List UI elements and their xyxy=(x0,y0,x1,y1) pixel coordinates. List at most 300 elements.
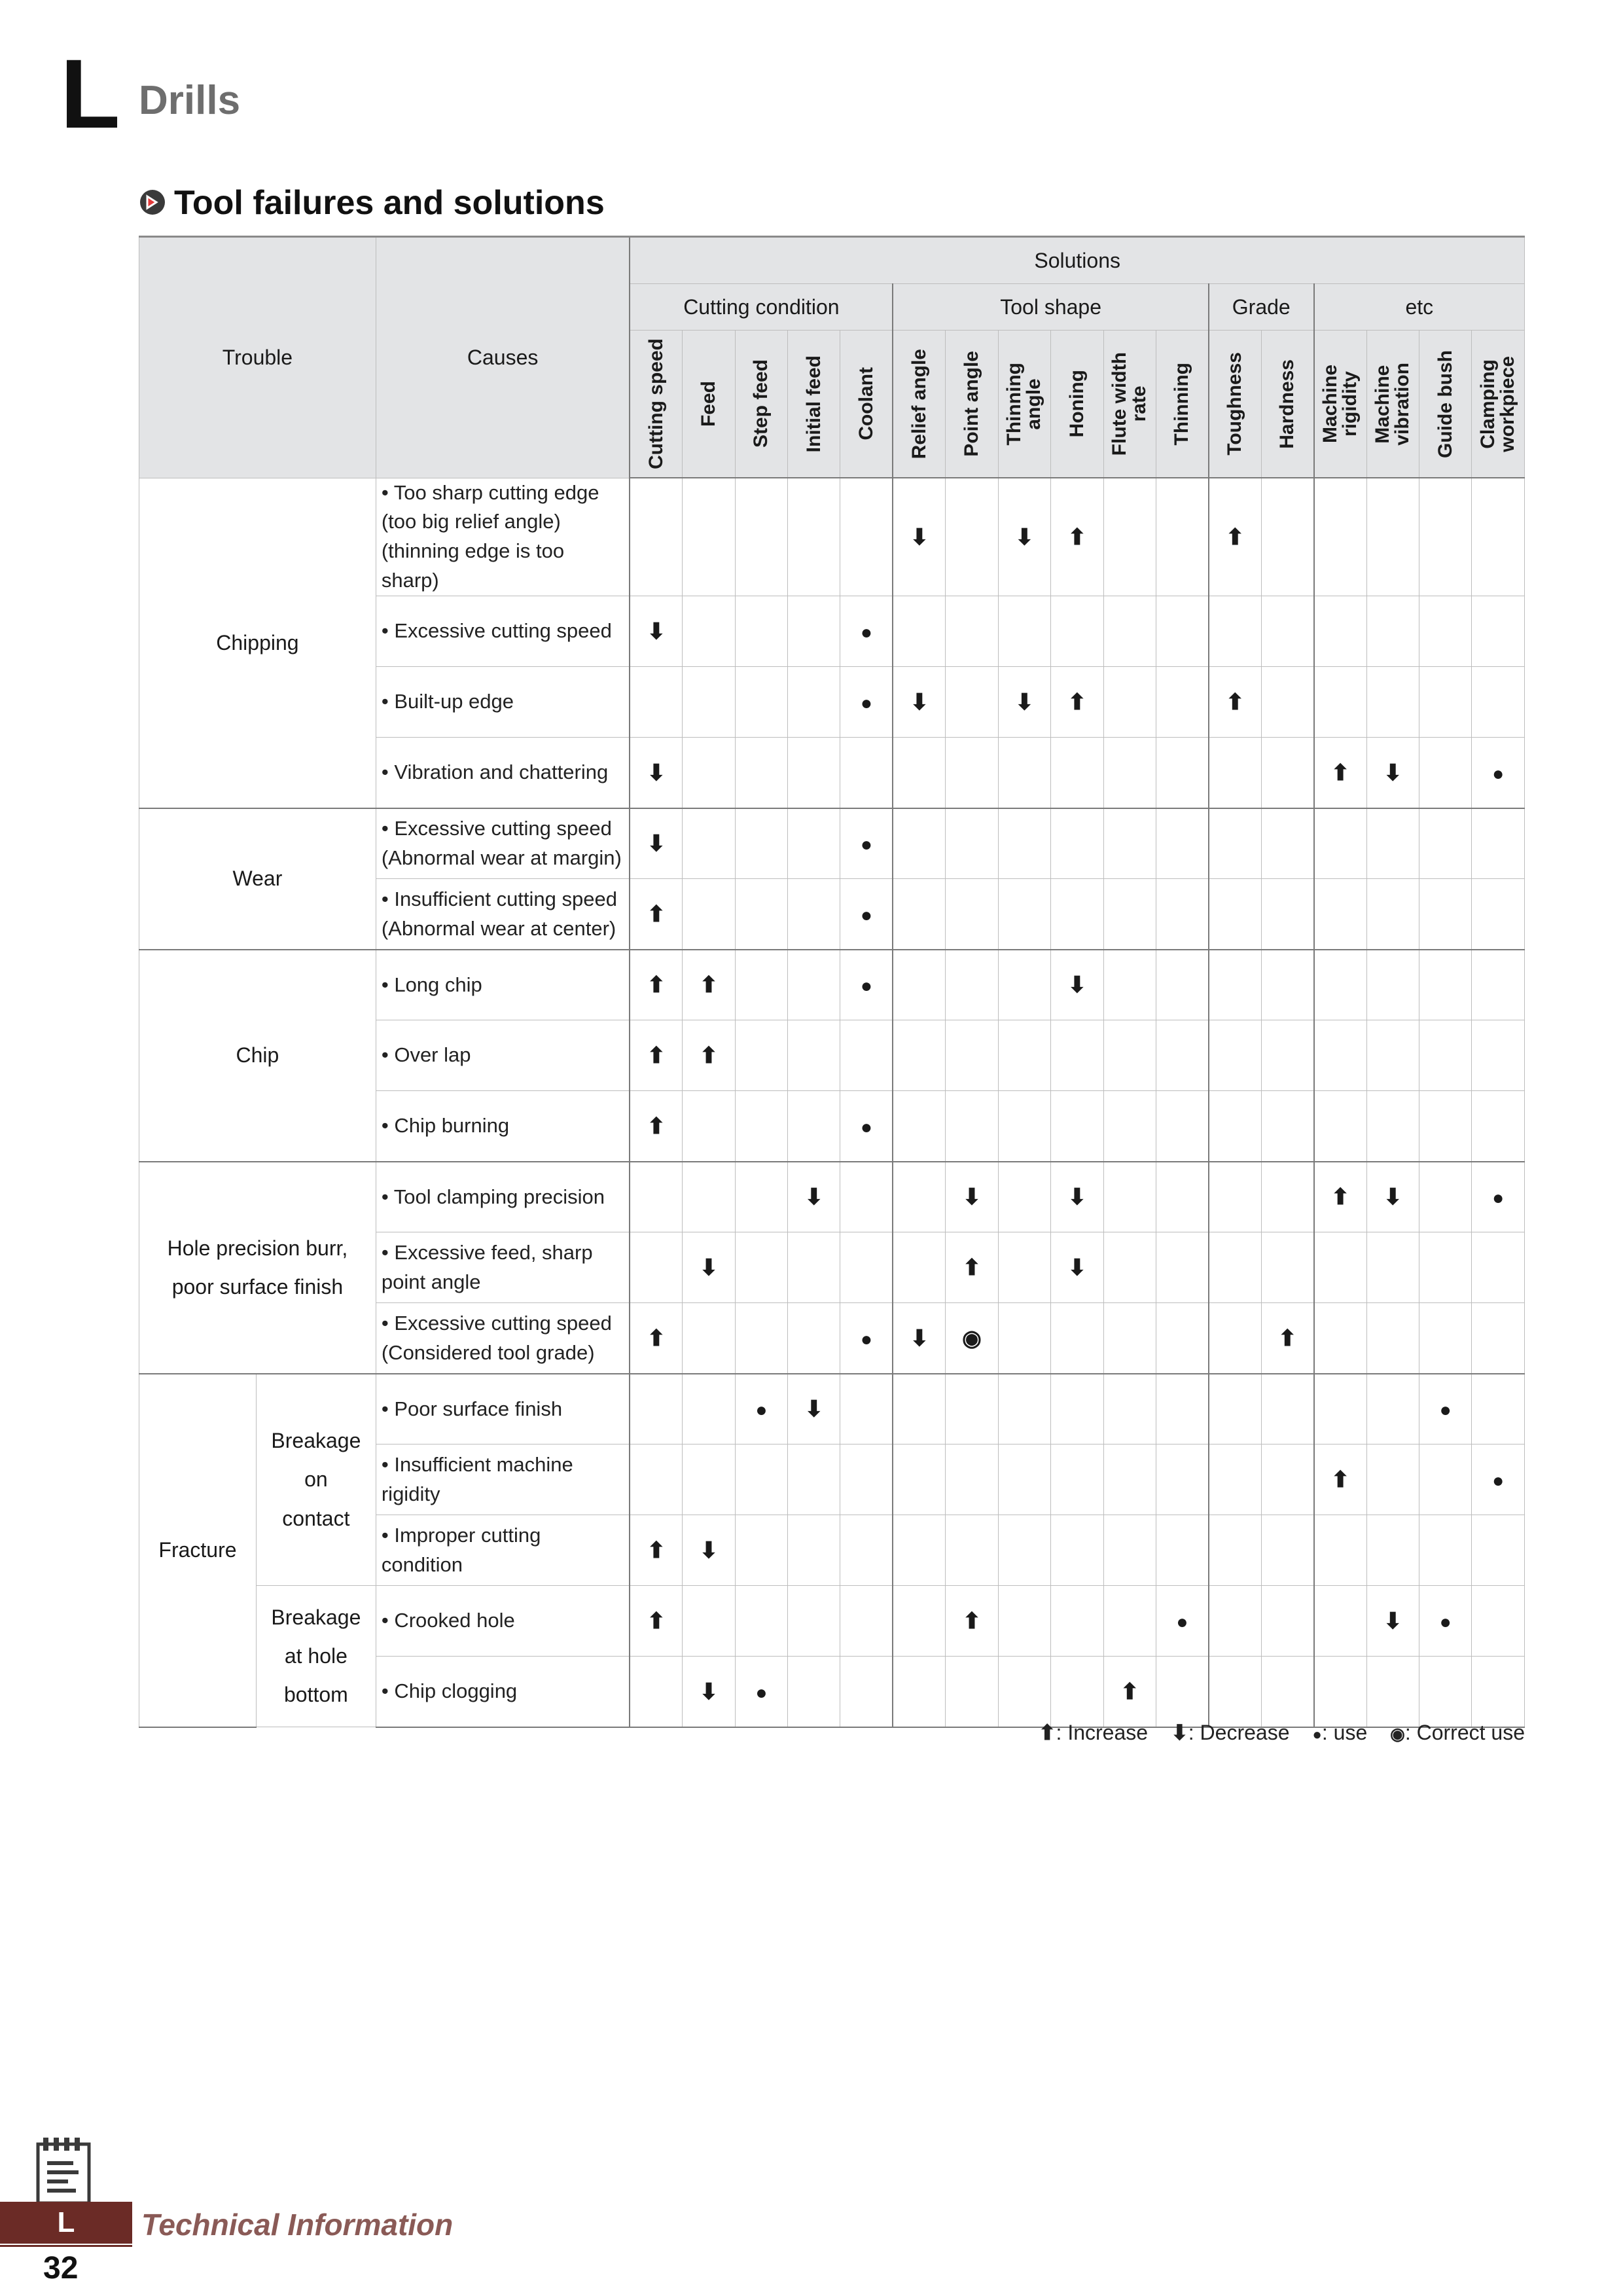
cause-cell: • Tool clamping precision xyxy=(376,1162,630,1232)
solution-cell xyxy=(788,950,840,1020)
solution-cell xyxy=(1051,1020,1103,1091)
solution-cell xyxy=(1366,738,1419,808)
up-arrow-icon: ⬆ xyxy=(1120,1679,1139,1704)
solution-cell xyxy=(788,667,840,738)
cause-cell: • Improper cutting condition xyxy=(376,1515,630,1586)
solution-cell xyxy=(630,667,682,738)
cause-cell: • Excessive cutting speed xyxy=(376,596,630,667)
solution-cell xyxy=(1103,950,1156,1020)
solution-cell xyxy=(946,738,998,808)
down-arrow-icon: ⬇ xyxy=(1015,689,1034,715)
down-arrow-icon: ⬇ xyxy=(1067,973,1087,997)
solution-cell xyxy=(840,1091,893,1162)
solution-cell xyxy=(1051,1515,1103,1586)
solution-cell xyxy=(1103,1586,1156,1657)
solution-cell xyxy=(1051,738,1103,808)
solution-cell xyxy=(893,1515,945,1586)
solution-cell xyxy=(1051,478,1103,596)
solution-cell xyxy=(683,1586,735,1657)
solution-cell xyxy=(630,950,682,1020)
dot-icon: ● xyxy=(755,1399,768,1421)
solution-cell xyxy=(683,1020,735,1091)
solution-cell xyxy=(1209,1586,1261,1657)
up-arrow-icon: ⬆ xyxy=(962,1608,982,1634)
solution-cell xyxy=(1156,1232,1208,1303)
dot-icon: ● xyxy=(860,621,872,643)
solution-cell xyxy=(630,808,682,879)
cause-cell: • Insufficient machine rigidity xyxy=(376,1444,630,1515)
circled-dot-icon: ◉ xyxy=(1390,1724,1405,1744)
solution-cell xyxy=(998,478,1050,596)
solution-cell xyxy=(735,478,787,596)
dot-icon: ● xyxy=(860,692,872,714)
solution-cell xyxy=(1314,596,1366,667)
solution-column-header xyxy=(735,331,787,478)
solution-cell xyxy=(1314,478,1366,596)
solution-cell xyxy=(1103,808,1156,879)
solution-cell xyxy=(1314,808,1366,879)
solution-cell xyxy=(998,1091,1050,1162)
solution-cell xyxy=(1472,667,1525,738)
solution-cell xyxy=(1472,738,1525,808)
solution-cell xyxy=(788,1162,840,1232)
solution-cell xyxy=(1419,1020,1471,1091)
solution-cell xyxy=(683,667,735,738)
solution-cell xyxy=(683,1303,735,1374)
down-arrow-icon: ⬇ xyxy=(1015,524,1034,550)
solution-cell xyxy=(735,879,787,950)
down-arrow-icon: ⬇ xyxy=(647,831,666,856)
solution-cell xyxy=(1209,1374,1261,1444)
solution-cell xyxy=(630,738,682,808)
notepad-icon xyxy=(34,2134,93,2206)
solution-cell xyxy=(893,950,945,1020)
solution-cell xyxy=(1261,1444,1313,1515)
solution-cell xyxy=(946,879,998,950)
solution-cell xyxy=(893,478,945,596)
table-row xyxy=(139,1162,1525,1232)
solution-column-header xyxy=(630,331,682,478)
solution-cell xyxy=(1051,1657,1103,1727)
solution-cell xyxy=(1472,1515,1525,1586)
solution-cell xyxy=(1366,1303,1419,1374)
solution-cell xyxy=(1419,1162,1471,1232)
solution-cell xyxy=(1156,667,1208,738)
solution-cell xyxy=(1156,1020,1208,1091)
solution-cell xyxy=(1261,808,1313,879)
solution-cell xyxy=(1366,1232,1419,1303)
up-arrow-icon: ⬆ xyxy=(647,901,666,927)
solution-cell xyxy=(1366,478,1419,596)
footer-title: Technical Information xyxy=(141,2208,454,2242)
solution-cell xyxy=(1051,1374,1103,1444)
solution-column-header xyxy=(998,331,1050,478)
solution-column-header xyxy=(946,331,998,478)
solution-cell xyxy=(788,1657,840,1727)
solution-cell xyxy=(1366,1020,1419,1091)
solution-cell xyxy=(1103,478,1156,596)
table-row xyxy=(139,1586,1525,1657)
solution-column-label: Feed xyxy=(697,380,719,427)
solution-cell xyxy=(1156,808,1208,879)
solution-cell xyxy=(1103,1515,1156,1586)
solution-cell xyxy=(1209,879,1261,950)
cause-cell: • Chip burning xyxy=(376,1091,630,1162)
cause-cell: • Crooked hole xyxy=(376,1586,630,1657)
solution-cell xyxy=(946,478,998,596)
solution-cell xyxy=(683,1657,735,1727)
dot-icon: ● xyxy=(1439,1399,1452,1421)
solution-cell xyxy=(840,1374,893,1444)
solution-cell xyxy=(946,667,998,738)
solution-column-label: Coolant xyxy=(855,367,877,440)
solution-cell xyxy=(1051,1162,1103,1232)
solution-cell xyxy=(1103,1657,1156,1727)
legend-increase: ⬆: Increase xyxy=(1038,1721,1149,1744)
solution-cell xyxy=(788,1515,840,1586)
cause-cell: • Excessive cutting speed (Considered tool grade) xyxy=(376,1303,630,1374)
solution-column-label: Cutting speed xyxy=(645,338,667,469)
down-arrow-icon: ⬇ xyxy=(910,524,929,550)
solution-cell xyxy=(1314,1020,1366,1091)
solution-cell xyxy=(788,596,840,667)
solution-cell xyxy=(630,879,682,950)
solution-cell xyxy=(1051,1091,1103,1162)
up-arrow-icon: ⬆ xyxy=(1330,760,1350,785)
solution-cell xyxy=(998,1586,1050,1657)
solution-column-label: Relief angle xyxy=(908,348,930,459)
solution-cell xyxy=(1261,1586,1313,1657)
solution-cell xyxy=(1261,1374,1313,1444)
down-arrow-icon: ⬇ xyxy=(1170,1721,1188,1744)
solution-cell xyxy=(840,596,893,667)
legend xyxy=(1022,1720,1525,1745)
solution-cell xyxy=(998,596,1050,667)
solution-cell xyxy=(683,1091,735,1162)
solution-cell xyxy=(840,738,893,808)
solution-cell xyxy=(1314,1303,1366,1374)
solution-cell xyxy=(893,1586,945,1657)
down-arrow-icon: ⬇ xyxy=(1383,760,1402,785)
solution-cell xyxy=(630,478,682,596)
dot-icon: ● xyxy=(860,834,872,855)
solution-cell xyxy=(735,1091,787,1162)
solution-cell xyxy=(1209,596,1261,667)
sub-trouble-cell: Breakage at hole bottom xyxy=(256,1586,376,1727)
solution-cell xyxy=(1314,1657,1366,1727)
solution-column-label: Guide bush xyxy=(1434,350,1456,458)
solution-cell xyxy=(683,1374,735,1444)
solutions-header: Solutions xyxy=(630,237,1524,284)
solution-cell xyxy=(946,1020,998,1091)
solution-cell xyxy=(735,1586,787,1657)
solution-cell xyxy=(1103,1374,1156,1444)
solution-cell xyxy=(1103,1303,1156,1374)
down-arrow-icon: ⬇ xyxy=(804,1397,824,1422)
cause-cell: • Poor surface finish xyxy=(376,1374,630,1444)
solution-cell xyxy=(1103,738,1156,808)
up-arrow-icon: ⬆ xyxy=(699,973,719,997)
solution-cell xyxy=(1209,667,1261,738)
solution-cell xyxy=(683,1515,735,1586)
solution-cell xyxy=(1261,1657,1313,1727)
solution-cell xyxy=(1419,1232,1471,1303)
solution-cell xyxy=(630,1586,682,1657)
solution-column-header xyxy=(1314,331,1366,478)
cause-cell: • Chip clogging xyxy=(376,1657,630,1727)
solution-cell xyxy=(998,1162,1050,1232)
solution-cell xyxy=(1366,1657,1419,1727)
solution-cell xyxy=(630,1657,682,1727)
solution-cell xyxy=(893,1232,945,1303)
down-arrow-icon: ⬇ xyxy=(647,760,666,785)
solution-cell xyxy=(893,1162,945,1232)
solution-cell xyxy=(893,1091,945,1162)
solution-cell xyxy=(1156,738,1208,808)
dot-icon: ● xyxy=(1176,1611,1188,1633)
solution-cell xyxy=(1314,1374,1366,1444)
solution-cell xyxy=(998,808,1050,879)
solution-cell xyxy=(893,596,945,667)
section-letter: L xyxy=(60,39,120,149)
solution-cell xyxy=(946,808,998,879)
solution-column-label: Initial feed xyxy=(802,355,825,453)
trouble-cell: Fracture xyxy=(139,1374,257,1727)
solution-cell xyxy=(1261,1232,1313,1303)
solution-cell xyxy=(946,950,998,1020)
solution-cell xyxy=(1209,1444,1261,1515)
solution-cell xyxy=(840,1162,893,1232)
trouble-cell: Chipping xyxy=(139,478,376,808)
solution-cell xyxy=(1209,1515,1261,1586)
solution-cell xyxy=(735,667,787,738)
solution-cell xyxy=(1472,1657,1525,1727)
solution-cell xyxy=(1472,1374,1525,1444)
solution-cell xyxy=(1156,596,1208,667)
solution-cell xyxy=(1419,667,1471,738)
solution-cell xyxy=(840,808,893,879)
solution-cell xyxy=(1051,1586,1103,1657)
dot-icon: ● xyxy=(1312,1726,1322,1744)
table-row xyxy=(139,950,1525,1020)
solution-cell xyxy=(1209,950,1261,1020)
solution-cell xyxy=(735,1020,787,1091)
solution-cell xyxy=(1103,1020,1156,1091)
down-arrow-icon: ⬇ xyxy=(910,1325,929,1351)
footer-section-tab xyxy=(0,2202,132,2244)
solution-cell xyxy=(840,950,893,1020)
solution-cell xyxy=(735,1444,787,1515)
solution-column-header xyxy=(840,331,893,478)
solution-cell xyxy=(946,1586,998,1657)
solution-cell xyxy=(1472,1303,1525,1374)
solution-cell xyxy=(788,738,840,808)
solution-cell xyxy=(998,1515,1050,1586)
solution-cell xyxy=(1156,1303,1208,1374)
solution-cell xyxy=(1314,1586,1366,1657)
solution-cell xyxy=(1103,667,1156,738)
sub-trouble-cell: Breakage on contact xyxy=(256,1374,376,1586)
solution-cell xyxy=(1051,950,1103,1020)
solution-column-label: Hardness xyxy=(1276,359,1298,449)
solution-cell xyxy=(1472,808,1525,879)
solution-cell xyxy=(1209,1303,1261,1374)
footer-divider xyxy=(0,2245,132,2247)
solution-cell xyxy=(1366,1091,1419,1162)
solution-cell xyxy=(998,738,1050,808)
solution-cell xyxy=(630,1444,682,1515)
solution-cell xyxy=(893,1303,945,1374)
down-arrow-icon: ⬇ xyxy=(699,1679,719,1704)
solution-cell xyxy=(1314,1091,1366,1162)
solution-cell xyxy=(683,879,735,950)
solution-cell xyxy=(1419,596,1471,667)
solution-cell xyxy=(1209,1162,1261,1232)
solution-cell xyxy=(683,1444,735,1515)
solution-cell xyxy=(1051,596,1103,667)
trouble-cell: Wear xyxy=(139,808,376,950)
solution-cell xyxy=(1051,1444,1103,1515)
solution-cell xyxy=(1051,667,1103,738)
solution-column-label: Machine vibration xyxy=(1372,362,1414,446)
up-arrow-icon: ⬆ xyxy=(699,1043,719,1068)
solution-cell xyxy=(998,1303,1050,1374)
solution-cell xyxy=(998,1232,1050,1303)
solution-cell xyxy=(630,1091,682,1162)
solution-cell xyxy=(1261,596,1313,667)
solution-cell xyxy=(1261,478,1313,596)
solution-cell xyxy=(1209,478,1261,596)
down-arrow-icon: ⬇ xyxy=(699,1537,719,1563)
solution-cell xyxy=(1314,879,1366,950)
solution-cell xyxy=(1156,478,1208,596)
solution-cell xyxy=(1103,1091,1156,1162)
solution-cell xyxy=(946,1303,998,1374)
solution-cell xyxy=(1209,1232,1261,1303)
cause-cell: • Too sharp cutting edge (too big relief angle) (thinning edge is too sharp) xyxy=(376,478,630,596)
table-row xyxy=(139,808,1525,879)
footer-letter: L xyxy=(57,2206,75,2238)
solution-column-label: Toughness xyxy=(1224,352,1246,456)
solution-cell xyxy=(1419,1444,1471,1515)
solution-cell xyxy=(788,879,840,950)
solution-cell xyxy=(893,879,945,950)
solution-cell xyxy=(630,1162,682,1232)
trouble-header: Trouble xyxy=(139,237,376,478)
solution-cell xyxy=(1051,879,1103,950)
solution-cell xyxy=(1366,950,1419,1020)
solution-cell xyxy=(1261,1020,1313,1091)
solution-column-header xyxy=(1419,331,1471,478)
solution-cell xyxy=(1156,879,1208,950)
solution-cell xyxy=(1314,1162,1366,1232)
cause-cell: • Excessive feed, sharp point angle xyxy=(376,1232,630,1303)
up-arrow-icon: ⬆ xyxy=(1226,524,1245,550)
solution-cell xyxy=(1366,596,1419,667)
solution-cell xyxy=(1419,950,1471,1020)
solution-cell xyxy=(1156,1162,1208,1232)
legend-decrease: ⬇: Decrease xyxy=(1170,1721,1290,1744)
solution-column-header xyxy=(1261,331,1313,478)
solution-cell xyxy=(1314,1232,1366,1303)
solution-cell xyxy=(1261,1515,1313,1586)
solution-column-header xyxy=(893,331,945,478)
cause-cell: • Over lap xyxy=(376,1020,630,1091)
tool-failures-table xyxy=(139,236,1525,1728)
solution-cell xyxy=(735,1232,787,1303)
solution-cell xyxy=(998,1657,1050,1727)
solution-cell xyxy=(998,1444,1050,1515)
down-arrow-icon: ⬇ xyxy=(910,689,929,715)
solution-cell xyxy=(788,1374,840,1444)
solution-cell xyxy=(630,1303,682,1374)
dot-icon: ● xyxy=(1492,1469,1505,1492)
solution-cell xyxy=(1419,1303,1471,1374)
solution-cell xyxy=(1051,1232,1103,1303)
solution-cell xyxy=(630,1515,682,1586)
solution-cell xyxy=(840,879,893,950)
solution-cell xyxy=(1419,1657,1471,1727)
solution-cell xyxy=(1419,879,1471,950)
solution-column-label: Thinning xyxy=(1171,362,1193,446)
solution-cell xyxy=(1314,738,1366,808)
solution-group-header: Grade xyxy=(1209,284,1314,331)
solution-cell xyxy=(1472,1162,1525,1232)
solution-cell xyxy=(735,950,787,1020)
legend-correct-use: ◉: Correct use xyxy=(1390,1721,1525,1744)
solution-cell xyxy=(1209,1657,1261,1727)
down-arrow-icon: ⬇ xyxy=(647,619,666,644)
down-arrow-icon: ⬇ xyxy=(1067,1185,1087,1210)
solution-cell xyxy=(630,1020,682,1091)
up-arrow-icon: ⬆ xyxy=(1330,1467,1350,1492)
solution-cell xyxy=(946,596,998,667)
solution-cell xyxy=(1209,1020,1261,1091)
cause-cell: • Vibration and chattering xyxy=(376,738,630,808)
solution-cell xyxy=(683,1162,735,1232)
solution-cell xyxy=(630,1374,682,1444)
solution-cell xyxy=(1472,478,1525,596)
solution-cell xyxy=(840,1444,893,1515)
solution-cell xyxy=(1366,1444,1419,1515)
solution-cell xyxy=(893,1657,945,1727)
solution-cell xyxy=(1472,1444,1525,1515)
solution-cell xyxy=(1051,808,1103,879)
solution-cell xyxy=(998,667,1050,738)
solution-cell xyxy=(893,738,945,808)
solution-cell xyxy=(788,808,840,879)
solution-group-header: etc xyxy=(1314,284,1525,331)
cause-cell: • Built-up edge xyxy=(376,667,630,738)
solution-cell xyxy=(893,1020,945,1091)
solution-cell xyxy=(1261,738,1313,808)
solution-cell xyxy=(840,1232,893,1303)
solution-group-header: Tool shape xyxy=(893,284,1208,331)
up-arrow-icon: ⬆ xyxy=(1226,689,1245,715)
solution-cell xyxy=(1103,596,1156,667)
solution-cell xyxy=(1103,1444,1156,1515)
solution-cell xyxy=(1261,1162,1313,1232)
solution-column-header xyxy=(1156,331,1208,478)
trouble-cell: Hole precision burr, poor surface finish xyxy=(139,1162,376,1374)
up-arrow-icon: ⬆ xyxy=(647,1113,666,1139)
solution-cell xyxy=(1419,478,1471,596)
up-arrow-icon: ⬆ xyxy=(647,973,666,997)
solution-cell xyxy=(788,1586,840,1657)
solution-cell xyxy=(946,1162,998,1232)
solution-column-label: Honing xyxy=(1065,370,1088,438)
solution-cell xyxy=(840,478,893,596)
